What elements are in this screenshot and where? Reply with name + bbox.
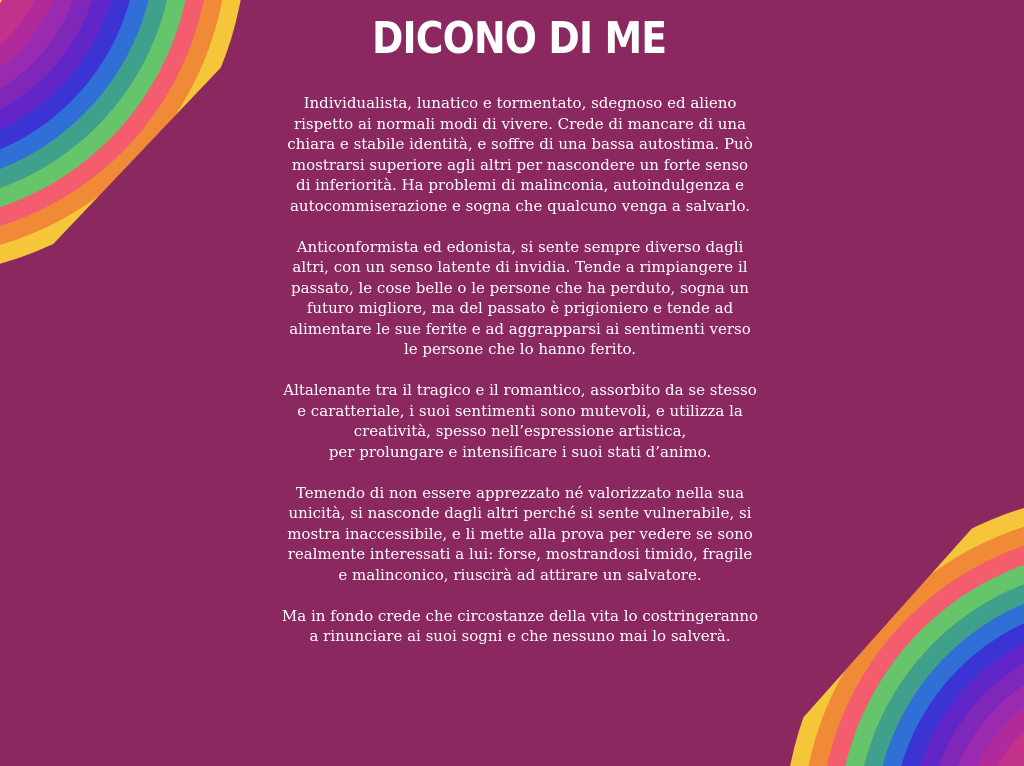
text-line: unicità, si nasconde dagli altri perché si sente vulnerabile, si <box>288 504 752 522</box>
text-line: creatività, spesso nell’espressione artistica, <box>353 422 687 440</box>
text-line: per prolungare e intensificare i suoi stati d’animo. <box>328 442 712 461</box>
text-line: Anticonformista ed edonista, si sente sempre diverso dagli <box>296 237 744 256</box>
text-line: mostra inaccessibile, e li mette alla prova per vedere se sono <box>287 524 753 543</box>
text-line: di inferiorità. Ha problemi di malinconia, autoindulgenza e <box>296 176 744 194</box>
paragraph-4 <box>150 483 890 586</box>
text-line: e malinconico, riuscirà ad attirare un salvatore. <box>338 565 702 584</box>
text-line: mostrarsi superiore agli altri per nascondere un forte senso <box>291 155 749 174</box>
text-line: futuro migliore, ma del passato è prigioniero e tende ad <box>306 299 734 317</box>
text-line: le persone che lo hanno ferito. <box>403 340 637 358</box>
text-line: passato, le cose belle o le persone che ha perduto, sogna un <box>291 278 749 297</box>
paragraph-1 <box>150 93 890 216</box>
text-line: Ma in fondo crede che circostanze della vita lo costringeranno <box>281 606 759 625</box>
text-line: chiara e stabile identità, e soffre di una bassa autostima. Può <box>287 135 753 153</box>
text-line: realmente interessati a lui: forse, mostrandosi timido, fragile <box>287 545 753 563</box>
paragraph-2 <box>150 237 890 360</box>
text-line: alimentare le sue ferite e ad aggrapparsi ai sentimenti verso <box>289 319 751 338</box>
text-line: Temendo di non essere apprezzato né valorizzato nella sua <box>295 483 745 502</box>
text-line: autocommiserazione e sogna che qualcuno venga a salvarlo. <box>289 196 751 215</box>
text-line: e caratteriale, i suoi sentimenti sono mutevoli, e utilizza la <box>297 401 743 420</box>
text-line: a rinunciare ai suoi sogni e che nessuno mai lo salverà. <box>309 627 731 645</box>
text-line: Altalenante tra il tragico e il romantico, assorbito da se stesso <box>283 381 757 399</box>
text-line: altri, con un senso latente di invidia. Tende a rimpiangere il <box>292 258 748 276</box>
text-line: Individualista, lunatico e tormentato, sdegnoso ed alieno <box>303 94 737 112</box>
paragraph-5 <box>150 606 890 647</box>
page-title: DICONO DI ME <box>372 13 667 64</box>
body-text <box>150 93 890 667</box>
text-line: rispetto ai normali modi di vivere. Crede di mancare di una <box>293 114 747 133</box>
paragraph-3 <box>150 380 890 462</box>
